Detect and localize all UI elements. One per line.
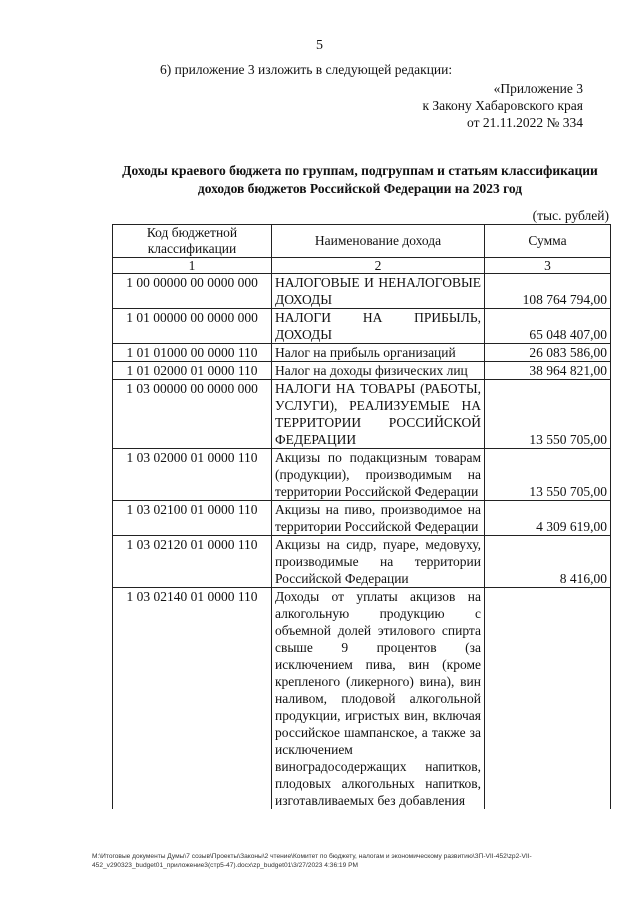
income-table [112,224,611,809]
income-amount: 13 550 705,00 [485,449,611,501]
income-name: Налог на прибыль организаций [272,344,485,362]
intro-text: 6) приложение 3 изложить в следующей редакции: [160,62,453,77]
footer-line-1: M:\Итоговые документы Думы\7 созыв\Проекты\Законы\2 чтение\Комитет по бюджету, налогам и экономическому развитию\ЗП-VII-452\zp2-VII- [92,853,532,860]
income-amount: 26 083 586,00 [485,344,611,362]
table-row [113,588,611,810]
classification-code: 1 03 02000 01 0000 110 [113,449,272,501]
document-title [100,162,620,198]
file-path-footer [92,852,626,870]
header-amount: Сумма [485,225,611,258]
title-line-1: Доходы краевого бюджета по группам, подгруппам и статьям классификации [122,163,598,178]
income-name: Акцизы по подакцизным товарам (продукции), производимым на территории Российской Федерации [272,449,485,501]
classification-code: 1 01 01000 00 0000 110 [113,344,272,362]
header-name: Наименование дохода [272,225,485,258]
page-number: 5 [316,38,323,53]
units-label: (тыс. рублей) [532,208,609,223]
table-row [113,344,611,362]
income-name: Налог на доходы физических лиц [272,362,485,380]
table-row [113,380,611,449]
income-name: Акцизы на сидр, пуаре, медовуху, производимые на территории Российской Федерации [272,536,485,588]
table-row [113,536,611,588]
table-row [113,501,611,536]
header-code: Код бюджетной классификации [113,225,272,258]
table-row [113,449,611,501]
appendix-line-3: от 21.11.2022 № 334 [467,115,583,130]
classification-code: 1 03 02100 01 0000 110 [113,501,272,536]
income-name: НАЛОГИ НА ТОВАРЫ (РАБОТЫ, УСЛУГИ), РЕАЛИЗУЕМЫЕ НА ТЕРРИТОРИИ РОССИЙСКОЙ ФЕДЕРАЦИИ [272,380,485,449]
title-line-2: доходов бюджетов Российской Федерации на 2023 год [197,181,523,196]
classification-code: 1 01 00000 00 0000 000 [113,309,272,344]
income-amount [485,588,611,810]
table-header-row [113,225,611,258]
income-amount: 13 550 705,00 [485,380,611,449]
income-amount: 4 309 619,00 [485,501,611,536]
footer-line-2: 452_v290323_budget01_приложение3(стр5-47).docx\zp_budget01\3/27/2023 4:36:19 PM [92,862,358,869]
classification-code: 1 01 02000 01 0000 110 [113,362,272,380]
appendix-line-2: к Закону Хабаровского края [422,98,583,113]
classification-code: 1 03 02120 01 0000 110 [113,536,272,588]
income-name: НАЛОГОВЫЕ И НЕНАЛОГОВЫЕ ДОХОДЫ [272,274,485,309]
table-row [113,309,611,344]
table-row [113,362,611,380]
income-amount: 38 964 821,00 [485,362,611,380]
income-name: НАЛОГИ НА ПРИБЫЛЬ, ДОХОДЫ [272,309,485,344]
column-number: 2 [272,258,485,274]
income-name: Доходы от уплаты акцизов на алкогольную продукцию с объемной долей этилового спирта свыше 9 процентов (за исключением пива, вин (кроме крепленого (ликерного) вина), вин наливом, плодовой алкогольной продукции, игристых вин, включая российское шампанское, а также за исключением виноградосодержащих напитков, плодовых алкогольных напитков, изготавливаемых без добавления [272,588,485,810]
classification-code: 1 00 00000 00 0000 000 [113,274,272,309]
classification-code: 1 03 00000 00 0000 000 [113,380,272,449]
classification-code: 1 03 02140 01 0000 110 [113,588,272,810]
income-name: Акцизы на пиво, производимое на территории Российской Федерации [272,501,485,536]
income-amount: 65 048 407,00 [485,309,611,344]
table-row [113,274,611,309]
appendix-line-1: «Приложение 3 [493,81,583,96]
appendix-reference [422,80,583,131]
column-number: 1 [113,258,272,274]
income-amount: 8 416,00 [485,536,611,588]
column-number: 3 [485,258,611,274]
column-number-row [113,258,611,274]
income-amount: 108 764 794,00 [485,274,611,309]
